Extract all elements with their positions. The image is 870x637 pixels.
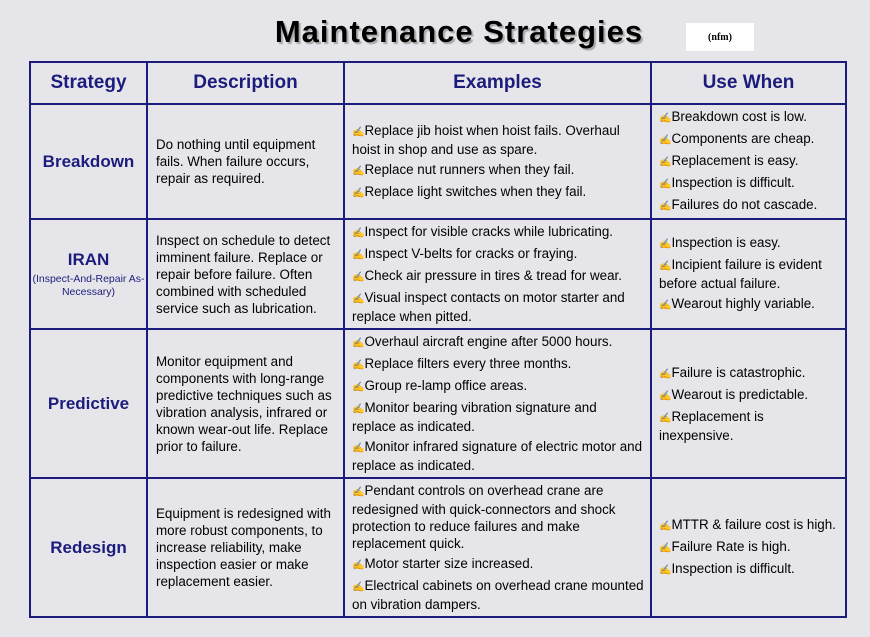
- writing-hand-icon: ✍: [659, 135, 672, 146]
- writing-hand-icon: ✍: [352, 126, 365, 138]
- writing-hand-icon: ✍: [659, 113, 672, 124]
- strategy-cell: [30, 104, 147, 219]
- strategy-subtitle: (Inspect-And-Repair As-Necessary): [32, 273, 145, 298]
- list-item: ✍Failures do not cascade.: [659, 197, 818, 212]
- list-item: ✍Inspection is easy.: [659, 235, 781, 250]
- header-strategy: Strategy: [30, 62, 147, 104]
- table-row: [30, 329, 846, 478]
- writing-hand-icon: ✍: [352, 187, 365, 199]
- writing-hand-icon: ✍: [352, 272, 365, 283]
- writing-hand-icon: ✍: [352, 382, 365, 393]
- list-item: ✍Breakdown cost is low.: [659, 109, 807, 124]
- use-when-cell: [651, 478, 846, 617]
- list-item: ✍Inspection is difficult.: [659, 175, 795, 190]
- strategies-table: [29, 61, 847, 618]
- list-item: ✍Pendant controls on overhead crane are redesigned with quick-connectors and shock protection to reduce failures and make replacement quick.: [352, 483, 616, 551]
- examples-cell: [344, 329, 651, 478]
- list-item: ✍Electrical cabinets on overhead crane mounted on vibration dampers.: [352, 578, 644, 612]
- list-item: ✍Motor starter size increased.: [352, 556, 534, 571]
- writing-hand-icon: ✍: [352, 250, 365, 261]
- strategy-cell: [30, 329, 147, 478]
- description-cell: Equipment is redesigned with more robust components, to increase reliability, make inspection easier or make replacement easier.: [147, 478, 344, 617]
- table-row: [30, 478, 846, 617]
- writing-hand-icon: ✍: [659, 368, 672, 380]
- list-item: ✍Inspect for visible cracks while lubricating.: [352, 224, 614, 239]
- list-item: ✍Components are cheap.: [659, 131, 815, 146]
- writing-hand-icon: ✍: [659, 157, 672, 168]
- list-item: ✍Inspect V-belts for cracks or fraying.: [352, 246, 578, 261]
- writing-hand-icon: ✍: [659, 300, 672, 311]
- header-use-when: Use When: [651, 62, 846, 104]
- writing-hand-icon: ✍: [659, 543, 672, 554]
- list-item: ✍Failure Rate is high.: [659, 539, 791, 554]
- writing-hand-icon: ✍: [659, 201, 672, 212]
- examples-cell: [344, 478, 651, 617]
- list-item: ✍Failure is catastrophic.: [659, 364, 806, 380]
- list-item: ✍Inspection is difficult.: [659, 561, 795, 576]
- strategy-name: Predictive: [47, 394, 130, 413]
- writing-hand-icon: ✍: [352, 560, 365, 571]
- list-item: ✍Replace filters every three months.: [352, 356, 572, 371]
- table-row: [30, 219, 846, 329]
- list-item: ✍Overhaul aircraft engine after 5000 hours.: [352, 334, 613, 349]
- writing-hand-icon: ✍: [659, 179, 672, 190]
- strategy-cell: [30, 478, 147, 617]
- writing-hand-icon: ✍: [352, 443, 365, 454]
- strategy-cell: [30, 219, 147, 329]
- page-title: Maintenance Strategies: [274, 14, 644, 49]
- writing-hand-icon: ✍: [352, 228, 365, 239]
- writing-hand-icon: ✍: [352, 582, 365, 593]
- list-item: ✍Visual inspect contacts on motor starter and replace when pitted.: [352, 290, 625, 324]
- strategy-name: IRAN: [67, 250, 110, 269]
- writing-hand-icon: ✍: [659, 261, 672, 272]
- writing-hand-icon: ✍: [659, 390, 672, 402]
- list-item: ✍Wearout is predictable.: [659, 386, 809, 402]
- strategy-name: Breakdown: [42, 152, 135, 171]
- examples-cell: [344, 219, 651, 329]
- list-item: ✍Replacement is inexpensive.: [659, 408, 764, 443]
- examples-cell: [344, 104, 651, 219]
- strategy-name: Redesign: [50, 538, 127, 557]
- list-item: ✍Incipient failure is evident before actual failure.: [659, 257, 822, 291]
- list-item: ✍Monitor infrared signature of electric motor and replace as indicated.: [352, 439, 643, 473]
- writing-hand-icon: ✍: [352, 294, 365, 305]
- use-when-cell: [651, 104, 846, 219]
- writing-hand-icon: ✍: [659, 521, 672, 532]
- list-item: ✍Wearout highly variable.: [659, 296, 815, 311]
- writing-hand-icon: ✍: [352, 360, 365, 371]
- writing-hand-icon: ✍: [659, 565, 672, 576]
- list-item: ✍MTTR & failure cost is high.: [659, 517, 836, 532]
- use-when-cell: [651, 219, 846, 329]
- list-item: ✍Check air pressure in tires & tread for wear.: [352, 268, 622, 283]
- list-item: ✍Replace light switches when they fail.: [352, 183, 587, 199]
- writing-hand-icon: ✍: [352, 165, 365, 177]
- writing-hand-icon: ✍: [659, 239, 672, 250]
- writing-hand-icon: ✍: [352, 487, 365, 498]
- header-examples: Examples: [344, 62, 651, 104]
- table-row: [30, 104, 846, 219]
- writing-hand-icon: ✍: [352, 338, 365, 349]
- use-when-cell: [651, 329, 846, 478]
- nfm-tag: (nfm): [686, 23, 754, 51]
- header-row: [30, 62, 846, 104]
- list-item: ✍Replace jib hoist when hoist fails. Overhaul hoist in shop and use as spare.: [352, 122, 620, 157]
- list-item: ✍Group re-lamp office areas.: [352, 378, 528, 393]
- writing-hand-icon: ✍: [659, 412, 672, 424]
- list-item: ✍Monitor bearing vibration signature and replace as indicated.: [352, 400, 597, 434]
- list-item: ✍Replace nut runners when they fail.: [352, 161, 575, 177]
- description-cell: Monitor equipment and components with long-range predictive techniques such as vibration analysis, infrared or known wear-out life. Replace prior to failure.: [147, 329, 344, 478]
- description-cell: Inspect on schedule to detect imminent failure. Replace or repair before failure. Often combined with scheduled service such as lubrication.: [147, 219, 344, 329]
- list-item: ✍Replacement is easy.: [659, 153, 799, 168]
- description-cell: Do nothing until equipment fails. When failure occurs, repair as required.: [147, 104, 344, 219]
- writing-hand-icon: ✍: [352, 404, 365, 415]
- header-description: Description: [147, 62, 344, 104]
